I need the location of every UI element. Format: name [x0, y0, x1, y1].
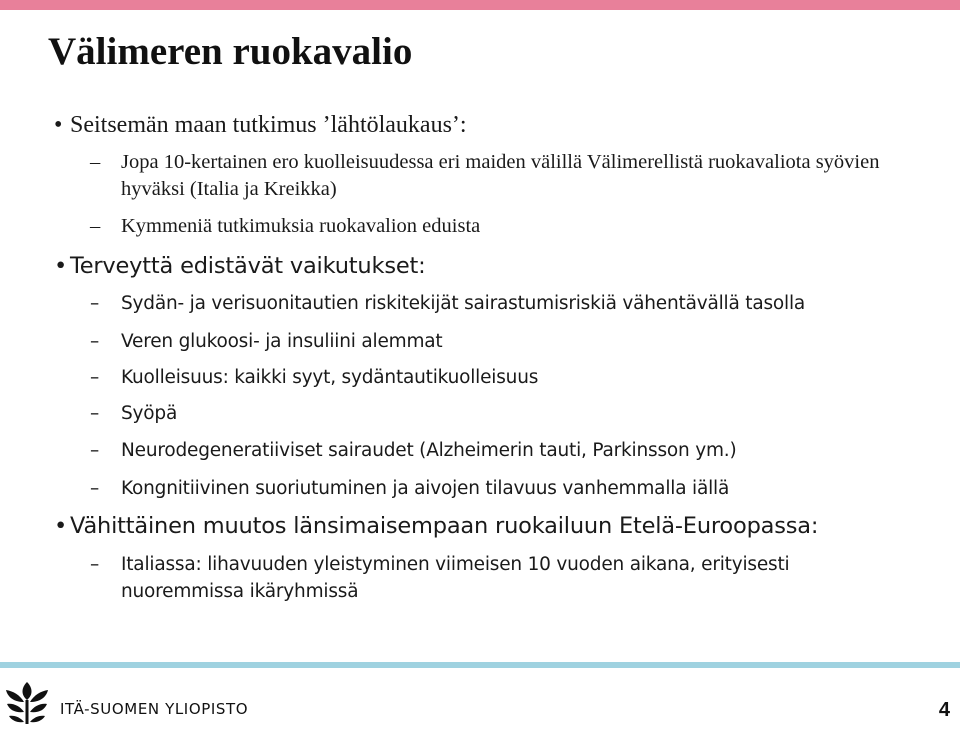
- sub-item-text: Jopa 10-kertainen ero kuolleisuudessa eri maiden välillä Välimerellistä ruokavaliota syövien hyväksi (Italia ja Kreikka): [121, 151, 880, 200]
- page-number: 4: [938, 699, 950, 721]
- bullet-item: [54, 110, 467, 140]
- sub-item-text: Kongnitiivinen suoriutuminen ja aivojen tilavuus vanhemmalla iällä: [121, 478, 730, 499]
- bullet-text: Terveyttä edistävät vaikutukset:: [70, 253, 426, 279]
- dash-icon: –: [90, 367, 100, 388]
- sub-item-text: Syöpä: [121, 403, 178, 424]
- sub-item: [90, 364, 901, 391]
- sub-item: [90, 328, 901, 355]
- university-name: ITÄ-SUOMEN YLIOPISTO: [60, 700, 249, 718]
- bottom-accent-bar: [0, 662, 960, 668]
- sub-item: [90, 400, 901, 427]
- sub-item-text: Sydän- ja verisuonitautien riskitekijät sairastumisriskiä vähentävällä tasolla: [121, 293, 806, 314]
- bullet-item: [54, 251, 426, 281]
- dash-icon: –: [90, 293, 100, 314]
- bullet-icon: •: [54, 513, 68, 539]
- sub-item: [90, 149, 901, 203]
- bullet-icon: •: [54, 253, 68, 279]
- dash-icon: –: [90, 215, 101, 237]
- sub-item: [90, 475, 901, 502]
- dash-icon: –: [90, 151, 101, 173]
- sub-item-text: Kymmeniä tutkimuksia ruokavalion eduista: [121, 215, 481, 237]
- dash-icon: –: [90, 440, 100, 461]
- sub-item-text: Italiassa: lihavuuden yleistyminen viimeisen 10 vuoden aikana, erityisesti nuoremmissa ikäryhmissä: [121, 554, 790, 602]
- bullet-item: [54, 511, 818, 541]
- sub-item-text: Kuolleisuus: kaikki syyt, sydäntautikuolleisuus: [121, 367, 539, 388]
- dash-icon: –: [90, 554, 100, 575]
- bullet-text: Seitsemän maan tutkimus ’lähtölaukaus’:: [70, 112, 467, 138]
- university-logo-icon: [4, 680, 50, 726]
- sub-item-text: Neurodegeneratiiviset sairaudet (Alzheimerin tauti, Parkinsson ym.): [121, 440, 737, 461]
- sub-item: [90, 437, 901, 464]
- sub-item: [90, 290, 901, 317]
- dash-icon: –: [90, 331, 100, 352]
- bullet-icon: •: [54, 112, 63, 138]
- sub-item: [90, 213, 901, 240]
- sub-item: [90, 551, 901, 605]
- sub-item-text: Veren glukoosi- ja insuliini alemmat: [121, 331, 443, 352]
- dash-icon: –: [90, 403, 100, 424]
- dash-icon: –: [90, 478, 100, 499]
- bullet-text: Vähittäinen muutos länsimaisempaan ruokailuun Etelä-Euroopassa:: [70, 513, 819, 539]
- slide-title: Välimeren ruokavalio: [48, 30, 413, 73]
